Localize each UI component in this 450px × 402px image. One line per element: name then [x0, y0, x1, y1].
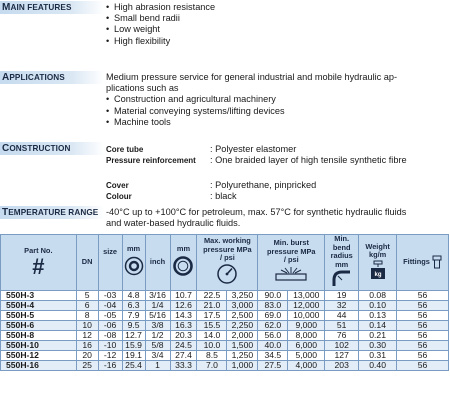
table-header-row — [1, 235, 449, 291]
col-min-bend-radius — [325, 235, 359, 291]
cell-mm: 25.4 — [122, 360, 145, 370]
construction-label: CONSTRUCTION — [0, 142, 104, 155]
weight-icon — [369, 260, 387, 280]
outer-diameter-icon — [172, 255, 194, 277]
table-row — [1, 290, 449, 300]
cell-outer-mm: 10.7 — [170, 290, 197, 300]
cell-size: -08 — [98, 330, 122, 340]
cell-burst-pressure-psi: 6,000 — [288, 340, 325, 350]
main-features-label: MAIN FEATURES — [0, 1, 104, 14]
cell-max-pressure-psi: 1,250 — [227, 350, 258, 360]
cell-size: -16 — [98, 360, 122, 370]
construction-value: : Polyester elastomer — [210, 144, 297, 154]
table-row — [1, 310, 449, 320]
col-inch: inch — [145, 235, 170, 291]
cell-dn: 6 — [76, 300, 98, 310]
list-item: • Material conveying systems/lifting devices — [106, 106, 450, 117]
cell-max-pressure-mpa: 21.0 — [197, 300, 227, 310]
cell-outer-mm: 27.4 — [170, 350, 197, 360]
cell-burst-pressure-psi: 13,000 — [288, 290, 325, 300]
cell-dn: 5 — [76, 290, 98, 300]
table-row — [1, 360, 449, 370]
construction-row-reinforcement — [106, 155, 407, 167]
cell-fittings: 56 — [397, 360, 449, 370]
cell-outer-mm: 33.3 — [170, 360, 197, 370]
cell-burst-pressure-psi: 5,000 — [288, 350, 325, 360]
outer-mm-header: mm — [176, 243, 191, 253]
cell-weight: 0.40 — [359, 360, 397, 370]
table-row — [1, 330, 449, 340]
applications-list — [106, 94, 450, 128]
col-max-working-pressure — [197, 235, 258, 291]
max-pressure-header: Max. working pressure MPa / psi — [203, 236, 252, 263]
part-no-header: Part No. — [24, 246, 53, 255]
cell-size: -12 — [98, 350, 122, 360]
cell-burst-pressure-mpa: 40.0 — [258, 340, 288, 350]
cell-bend-radius: 76 — [325, 330, 359, 340]
cell-mm: 12.7 — [122, 330, 145, 340]
cell-max-pressure-psi: 2,000 — [227, 330, 258, 340]
cell-burst-pressure-psi: 9,000 — [288, 320, 325, 330]
cell-burst-pressure-mpa: 83.0 — [258, 300, 288, 310]
cell-inch: 3/16 — [145, 290, 170, 300]
construction-value: : Polyurethane, pinpricked — [210, 180, 317, 190]
cell-size: -04 — [98, 300, 122, 310]
cell-size: -10 — [98, 340, 122, 350]
cell-bend-radius: 32 — [325, 300, 359, 310]
cell-fittings: 56 — [397, 300, 449, 310]
cell-max-pressure-mpa: 14.0 — [197, 330, 227, 340]
table-row — [1, 300, 449, 310]
burst-pressure-header: Min. burst pressure MPa / psi — [267, 238, 316, 265]
table-row — [1, 350, 449, 360]
cell-max-pressure-psi: 2,250 — [227, 320, 258, 330]
cell-size: -03 — [98, 290, 122, 300]
cell-bend-radius: 203 — [325, 360, 359, 370]
temperature-line2: and water-based hydraulic fluids. — [106, 218, 241, 229]
construction-key: Colour — [106, 192, 132, 201]
cell-part-no: 550H-4 — [1, 300, 77, 310]
cell-outer-mm: 14.3 — [170, 310, 197, 320]
col-min-burst-pressure — [258, 235, 325, 291]
applications-intro-line2: plications such as — [106, 83, 179, 94]
col-outer-mm — [170, 235, 197, 291]
cell-outer-mm: 12.6 — [170, 300, 197, 310]
cell-burst-pressure-mpa: 90.0 — [258, 290, 288, 300]
col-size — [98, 235, 122, 291]
cell-bend-radius: 51 — [325, 320, 359, 330]
cell-weight: 0.08 — [359, 290, 397, 300]
cell-inch: 5/16 — [145, 310, 170, 320]
cell-weight: 0.31 — [359, 350, 397, 360]
fittings-header: Fittings — [403, 257, 430, 266]
main-features-list — [106, 2, 215, 47]
col-fittings — [397, 235, 449, 291]
cell-max-pressure-psi: 1,500 — [227, 340, 258, 350]
cell-max-pressure-mpa: 10.0 — [197, 340, 227, 350]
cell-mm: 15.9 — [122, 340, 145, 350]
cell-burst-pressure-psi: 4,000 — [288, 360, 325, 370]
cell-dn: 10 — [76, 320, 98, 330]
cell-bend-radius: 44 — [325, 310, 359, 320]
cell-inch: 1/2 — [145, 330, 170, 340]
cell-weight: 0.13 — [359, 310, 397, 320]
col-mm — [122, 235, 145, 291]
pressure-gauge-icon — [216, 263, 238, 285]
temperature-line1: -40°C up to +100°C for petroleum, max. 57°C for synthetic hydraulic fluids — [106, 207, 407, 217]
cell-inch: 1 — [145, 360, 170, 370]
cell-bend-radius: 19 — [325, 290, 359, 300]
cell-inch: 3/4 — [145, 350, 170, 360]
inner-diameter-icon — [123, 255, 145, 277]
cell-fittings: 56 — [397, 340, 449, 350]
construction-row-cover — [106, 180, 316, 192]
cell-burst-pressure-mpa: 27.5 — [258, 360, 288, 370]
cell-mm: 19.1 — [122, 350, 145, 360]
list-item: • High abrasion resistance — [106, 2, 215, 13]
weight-header: Weight kg/m — [365, 241, 390, 259]
construction-key: Cover — [106, 181, 129, 190]
col-dn: DN — [76, 235, 98, 291]
temperature-range-label: TEMPERATURE RANGE — [0, 206, 104, 219]
cell-burst-pressure-mpa: 62.0 — [258, 320, 288, 330]
construction-key: Core tube — [106, 145, 144, 154]
cell-max-pressure-psi: 2,500 — [227, 310, 258, 320]
hash-icon: # — [32, 253, 45, 279]
cell-fittings: 56 — [397, 310, 449, 320]
cell-outer-mm: 20.3 — [170, 330, 197, 340]
cell-dn: 16 — [76, 340, 98, 350]
applications-content — [106, 72, 450, 128]
cell-max-pressure-psi: 3,000 — [227, 300, 258, 310]
cell-size: -06 — [98, 320, 122, 330]
cell-part-no: 550H-12 — [1, 350, 77, 360]
spec-table — [0, 234, 449, 371]
cell-max-pressure-psi: 1,000 — [227, 360, 258, 370]
construction-value: : black — [210, 191, 237, 201]
cell-outer-mm: 16.3 — [170, 320, 197, 330]
cell-weight: 0.21 — [359, 330, 397, 340]
cell-size: -05 — [98, 310, 122, 320]
cell-max-pressure-mpa: 8.5 — [197, 350, 227, 360]
cell-part-no: 550H-16 — [1, 360, 77, 370]
cell-burst-pressure-mpa: 34.5 — [258, 350, 288, 360]
temperature-content — [106, 207, 450, 229]
cell-mm: 7.9 — [122, 310, 145, 320]
cell-dn: 12 — [76, 330, 98, 340]
construction-key: Pressure reinforcement — [106, 156, 196, 165]
construction-row-colour — [106, 191, 237, 203]
cell-fittings: 56 — [397, 320, 449, 330]
construction-value: : One braided layer of high tensile synthetic fibre — [210, 155, 407, 165]
applications-intro-line1: Medium pressure service for general industrial and mobile hydraulic ap- — [106, 72, 398, 82]
col-weight — [359, 235, 397, 291]
cell-burst-pressure-mpa: 56.0 — [258, 330, 288, 340]
cell-burst-pressure-psi: 10,000 — [288, 310, 325, 320]
cell-burst-pressure-psi: 8,000 — [288, 330, 325, 340]
cell-mm: 9.5 — [122, 320, 145, 330]
cell-max-pressure-psi: 3,250 — [227, 290, 258, 300]
cell-bend-radius: 102 — [325, 340, 359, 350]
cell-fittings: 56 — [397, 290, 449, 300]
cell-dn: 25 — [76, 360, 98, 370]
list-item: • Machine tools — [106, 117, 450, 128]
burst-hose-icon — [274, 265, 308, 283]
cell-part-no: 550H-8 — [1, 330, 77, 340]
cell-outer-mm: 24.5 — [170, 340, 197, 350]
cell-burst-pressure-psi: 12,000 — [288, 300, 325, 310]
cell-max-pressure-mpa: 17.5 — [197, 310, 227, 320]
list-item: • Low weight — [106, 24, 215, 35]
cell-mm: 6.3 — [122, 300, 145, 310]
cell-max-pressure-mpa: 7.0 — [197, 360, 227, 370]
cell-fittings: 56 — [397, 350, 449, 360]
fitting-icon — [432, 255, 442, 269]
col-part-no — [1, 235, 77, 291]
bend-radius-icon — [331, 269, 353, 287]
cell-burst-pressure-mpa: 69.0 — [258, 310, 288, 320]
cell-max-pressure-mpa: 15.5 — [197, 320, 227, 330]
cell-inch: 3/8 — [145, 320, 170, 330]
list-item: • Construction and agricultural machinery — [106, 94, 450, 105]
cell-inch: 5/8 — [145, 340, 170, 350]
cell-weight: 0.14 — [359, 320, 397, 330]
cell-fittings: 56 — [397, 330, 449, 340]
cell-inch: 1/4 — [145, 300, 170, 310]
cell-part-no: 550H-6 — [1, 320, 77, 330]
construction-row-core — [106, 144, 296, 156]
cell-weight: 0.30 — [359, 340, 397, 350]
cell-max-pressure-mpa: 22.5 — [197, 290, 227, 300]
svg-text:kg: kg — [374, 271, 382, 278]
cell-weight: 0.10 — [359, 300, 397, 310]
cell-part-no: 550H-5 — [1, 310, 77, 320]
cell-mm: 4.8 — [122, 290, 145, 300]
cell-dn: 8 — [76, 310, 98, 320]
list-item: • Small bend radii — [106, 13, 215, 24]
mm-header: mm — [126, 243, 141, 253]
cell-bend-radius: 127 — [325, 350, 359, 360]
cell-dn: 20 — [76, 350, 98, 360]
applications-label: APPLICATIONS — [0, 71, 104, 84]
table-row — [1, 340, 449, 350]
size-header: size — [103, 247, 118, 256]
cell-part-no: 550H-3 — [1, 290, 77, 300]
bend-radius-header: Min. bend radius mm — [330, 234, 353, 269]
list-item: • High flexibility — [106, 36, 215, 47]
cell-part-no: 550H-10 — [1, 340, 77, 350]
table-row — [1, 320, 449, 330]
